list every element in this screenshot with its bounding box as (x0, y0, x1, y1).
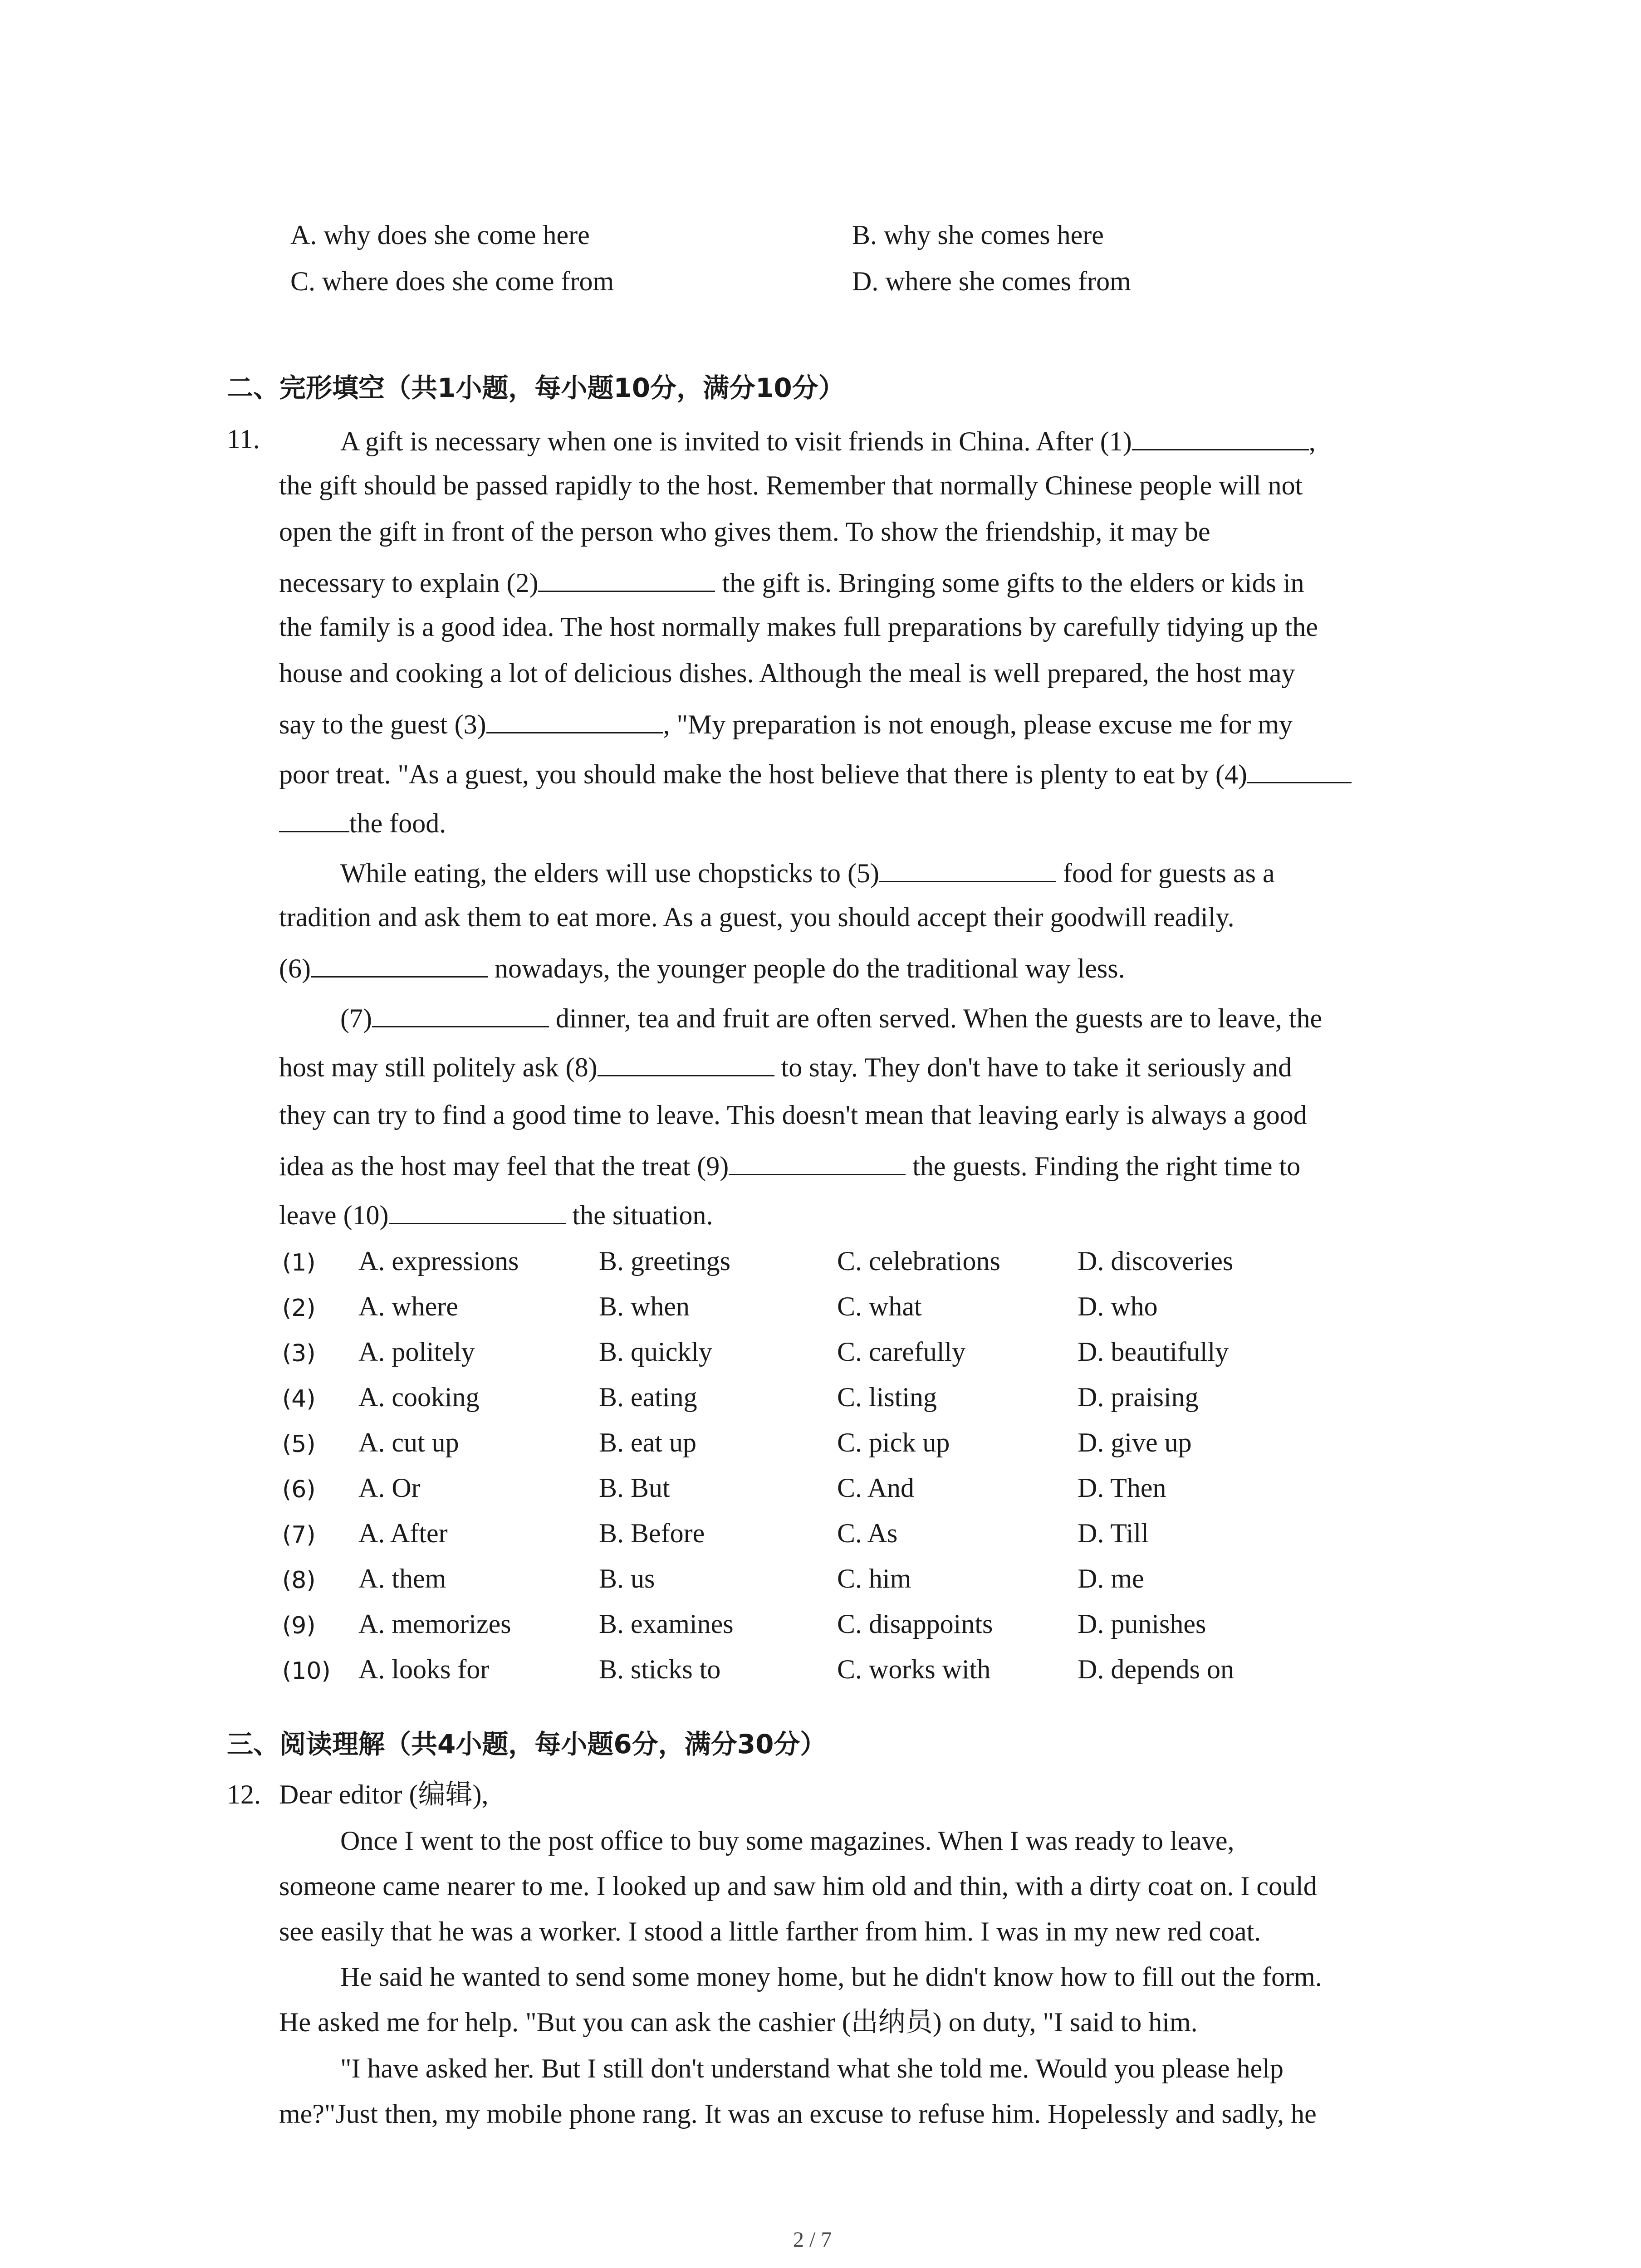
passage-line: say to the guest (3) , "My preparation is not enough, please excuse me for my (279, 709, 1293, 739)
passage-line: the gift should be passed rapidly to the host. Remember that normally Chinese people will not (279, 470, 1303, 500)
passage-line: they can try to find a good time to leave. This doesn't mean that leaving early is always a good (279, 1100, 1307, 1130)
option-number: (8) (282, 1567, 316, 1594)
answer-choice-d[interactable]: D. give up (1078, 1427, 1192, 1457)
answer-choice-b[interactable]: B. Before (599, 1518, 705, 1548)
passage-line: "I have asked her. But I still don't understand what she told me. Would you please help (340, 2053, 1283, 2083)
option-number: (7) (282, 1521, 316, 1549)
passage-line: necessary to explain (2) the gift is. Bringing some gifts to the elders or kids in (279, 568, 1304, 598)
answer-blank[interactable] (729, 1150, 906, 1175)
answer-choice-d[interactable]: D. beautifully (1078, 1337, 1229, 1367)
passage-line: house and cooking a lot of delicious dishes. Although the meal is well prepared, the host may (279, 658, 1295, 688)
passage-line: the food. (279, 807, 446, 837)
option-number: (9) (282, 1612, 316, 1639)
answer-blank[interactable] (389, 1199, 566, 1224)
answer-choice-d[interactable]: D. discoveries (1078, 1246, 1234, 1276)
answer-choice-a[interactable]: A. Or (358, 1473, 421, 1503)
section-heading-cloze: 二、完形填空（共1小题，每小题10分，满分10分） (227, 372, 845, 403)
answer-choice-c[interactable]: C. disappoints (837, 1609, 993, 1639)
answer-choice-c[interactable]: C. carefully (837, 1337, 966, 1367)
passage-line: (7) dinner, tea and fruit are often served. When the guests are to leave, the (340, 1003, 1323, 1033)
passage-line: Once I went to the post office to buy some magazines. When I was ready to leave, (340, 1826, 1234, 1856)
section-heading-reading: 三、阅读理解（共4小题，每小题6分，满分30分） (227, 1729, 827, 1760)
answer-choice-c[interactable]: C. As (837, 1518, 898, 1548)
answer-choice-b[interactable]: B. eating (599, 1382, 697, 1412)
answer-choice-d[interactable]: D. depends on (1078, 1654, 1234, 1684)
answer-choice-c[interactable]: C. what (837, 1291, 922, 1321)
answer-choice-c[interactable]: C. celebrations (837, 1246, 1000, 1276)
answer-choice-b[interactable]: B. greetings (599, 1246, 730, 1276)
answer-choice-d[interactable]: D. Till (1078, 1518, 1149, 1548)
answer-choice-a[interactable]: A. expressions (358, 1246, 519, 1276)
answer-choice-a[interactable]: A. memorizes (358, 1609, 511, 1639)
answer-blank[interactable] (879, 857, 1056, 882)
answer-choice-c[interactable]: C. pick up (837, 1427, 950, 1457)
answer-choice-a[interactable]: A. After (358, 1518, 448, 1548)
answer-blank[interactable] (486, 709, 663, 733)
passage-line: (6) nowadays, the younger people do the traditional way less. (279, 953, 1125, 983)
passage-line: someone came nearer to me. I looked up and saw him old and thin, with a dirty coat on. I could (279, 1871, 1317, 1901)
option-number: (2) (282, 1295, 316, 1322)
option-number: (6) (282, 1476, 316, 1503)
answer-choice-a[interactable]: A. them (358, 1564, 446, 1593)
option-number: (5) (282, 1431, 316, 1458)
passage-line: host may still politely ask (8) to stay. They don't have to take it seriously and (279, 1052, 1292, 1082)
answer-choice-c[interactable]: C. works with (837, 1654, 991, 1684)
passage-line: poor treat. "As a guest, you should make the host believe that there is plenty to eat by (4) (279, 758, 1352, 788)
passage-line: me?"Just then, my mobile phone rang. It was an excuse to refuse him. Hopelessly and sadly, he (279, 2099, 1317, 2129)
answer-blank[interactable] (311, 953, 488, 978)
answer-choice-b[interactable]: B. when (599, 1291, 690, 1321)
passage-line: A gift is necessary when one is invited to visit friends in China. After (1) , (340, 426, 1316, 456)
answer-choice-d[interactable]: D. who (1078, 1291, 1158, 1321)
answer-choice-c[interactable]: C. listing (837, 1382, 937, 1412)
answer-choice-c[interactable]: C. And (837, 1473, 915, 1503)
answer-blank[interactable] (279, 807, 349, 832)
passage-line: open the gift in front of the person who gives them. To show the friendship, it may be (279, 517, 1210, 547)
answer-choice-b[interactable]: B. quickly (599, 1337, 712, 1367)
answer-choice-b[interactable]: B. examines (599, 1609, 734, 1639)
answer-choice-a[interactable]: A. cooking (358, 1382, 480, 1412)
answer-choice-b[interactable]: B. sticks to (599, 1654, 721, 1684)
passage-line: idea as the host may feel that the treat (9) the guests. Finding the right time to (279, 1151, 1301, 1181)
question-number: 11. (227, 424, 260, 454)
answer-choice-b[interactable]: B. But (599, 1473, 670, 1503)
answer-choice-d[interactable]: D. me (1078, 1564, 1144, 1593)
option-number: (1) (282, 1249, 316, 1276)
answer-choice-a[interactable]: A. where (358, 1291, 458, 1321)
passage-line: He said he wanted to send some money home, but he didn't know how to fill out the form. (340, 1962, 1322, 1992)
option-d: D. where she comes from (852, 266, 1131, 296)
passage-line: leave (10) the situation. (279, 1200, 713, 1230)
answer-blank[interactable] (598, 1051, 774, 1076)
answer-blank[interactable] (1247, 758, 1352, 783)
passage-line: While eating, the elders will use chopsticks to (5) food for guests as a (340, 858, 1275, 888)
answer-choice-b[interactable]: B. us (599, 1564, 655, 1593)
answer-choice-b[interactable]: B. eat up (599, 1427, 696, 1457)
option-b: B. why she comes here (852, 220, 1104, 250)
question-number: 12. (227, 1779, 261, 1809)
answer-blank[interactable] (1132, 425, 1309, 450)
answer-choice-d[interactable]: D. praising (1078, 1382, 1199, 1412)
answer-blank[interactable] (372, 1002, 549, 1027)
answer-choice-a[interactable]: A. politely (358, 1337, 475, 1367)
passage-line: tradition and ask them to eat more. As a guest, you should accept their goodwill readily. (279, 902, 1234, 932)
page-number: 2 / 7 (793, 2228, 832, 2252)
option-c: C. where does she come from (290, 266, 614, 296)
letter-greeting: Dear editor (编辑), (279, 1779, 489, 1809)
option-number: (3) (282, 1340, 316, 1367)
passage-line: the family is a good idea. The host normally makes full preparations by carefully tidying up the (279, 612, 1318, 642)
passage-line: see easily that he was a worker. I stood a little farther from him. I was in my new red coat. (279, 1916, 1261, 1946)
answer-choice-d[interactable]: D. Then (1078, 1473, 1166, 1503)
option-number: (10) (282, 1657, 331, 1685)
answer-choice-d[interactable]: D. punishes (1078, 1609, 1206, 1639)
passage-line: He asked me for help. "But you can ask the cashier (出纳员) on duty, "I said to him. (279, 2007, 1198, 2037)
option-number: (4) (282, 1385, 316, 1413)
answer-choice-c[interactable]: C. him (837, 1564, 911, 1593)
answer-choice-a[interactable]: A. looks for (358, 1654, 490, 1684)
answer-blank[interactable] (538, 567, 715, 592)
answer-choice-a[interactable]: A. cut up (358, 1427, 459, 1457)
option-a: A. why does she come here (290, 220, 590, 250)
